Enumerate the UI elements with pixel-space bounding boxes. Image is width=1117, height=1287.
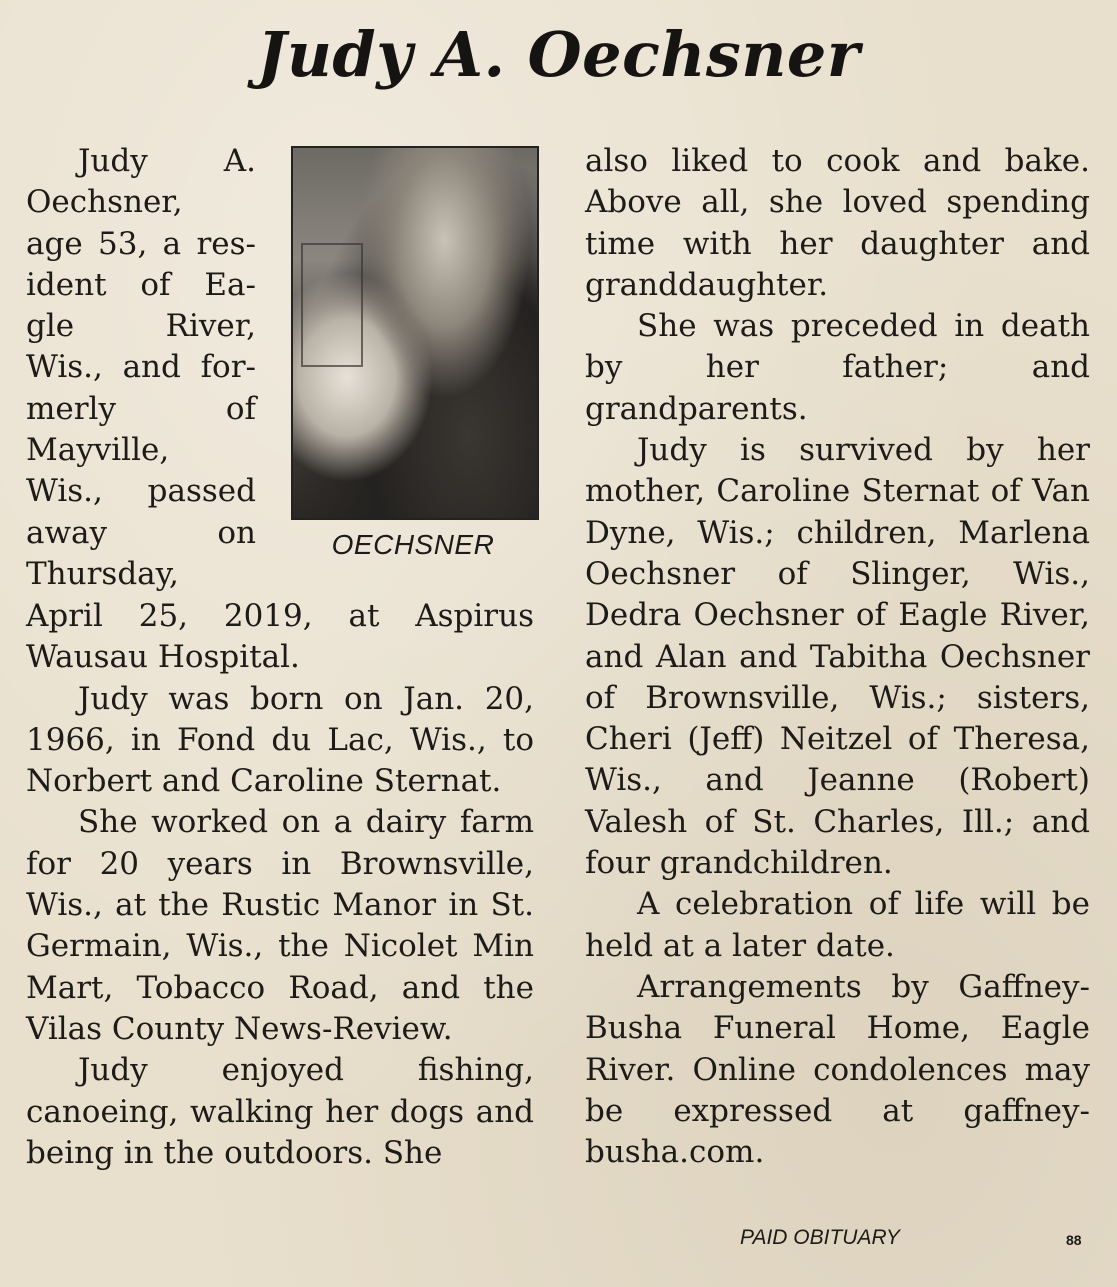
intro-line: merly of xyxy=(26,390,256,427)
left-column xyxy=(26,596,534,1174)
paragraph: Judy enjoyed fishing, canoeing, walking her dogs and being in the outdoors. She xyxy=(26,1052,534,1171)
paragraph: Judy was born on Jan. 20, 1966, in Fond du Lac, Wis., to Norbert and Caroline Sternat. xyxy=(26,680,534,800)
paragraph: She worked on a dairy farm for 20 years in Brownsville, Wis., at the Rustic Manor in St. Germain, Wis., the Nicolet Min Mart, Tobacco Road, and the Vilas County News-Review. xyxy=(26,804,534,1047)
intro-line: away on xyxy=(26,514,256,551)
paragraph: Arrangements by Gaffney-Busha Funeral Home, Eagle River. Online condolences may be expressed at gaffney-busha.com. xyxy=(585,968,1090,1171)
right-column xyxy=(585,141,1090,1173)
obituary-title: Judy A. Oechsner xyxy=(256,18,861,91)
intro-line: Thursday, xyxy=(26,555,179,592)
page-code: 88 xyxy=(1066,1232,1082,1248)
paragraph: also liked to cook and bake. Above all, she loved spending time with her daughter and granddaughter. xyxy=(585,143,1090,303)
paragraph: She was preceded in death by her father; and grandparents. xyxy=(585,308,1090,427)
photo-caption: OECHSNER xyxy=(331,529,495,560)
intro-line: Wis., passed xyxy=(26,473,256,510)
intro-narrow-column xyxy=(26,141,256,595)
photo-background-frame xyxy=(301,243,363,367)
paid-obituary-label: PAID OBITUARY xyxy=(740,1226,900,1249)
intro-line: Wis., and for- xyxy=(26,349,256,386)
intro-line: age 53, a res- xyxy=(26,225,256,262)
intro-line: Judy A. xyxy=(78,143,256,179)
intro-line: Mayville, xyxy=(26,432,170,469)
intro-line: ident of Ea- xyxy=(26,266,256,303)
paragraph: Judy is survived by her mother, Caroline Sternat of Van Dyne, Wis.; children, Marlena Oechsner of Slinger, Wis., Dedra Oechsner of Eagle River, and Alan and Tabitha Oechsner of Brownsville, Wis.; sisters, Cheri (Jeff) Neitzel of Theresa, Wis., and Jeanne (Robert) Valesh of St. Charles, Ill.; and four grandchildren. xyxy=(585,432,1090,882)
paragraph: A celebration of life will be held at a later date. xyxy=(585,886,1090,964)
portrait-photo xyxy=(291,146,539,520)
paragraph: April 25, 2019, at Aspirus Wausau Hospital. xyxy=(26,598,534,676)
intro-line: Oechsner, xyxy=(26,184,183,221)
intro-line: gle River, xyxy=(26,308,256,345)
